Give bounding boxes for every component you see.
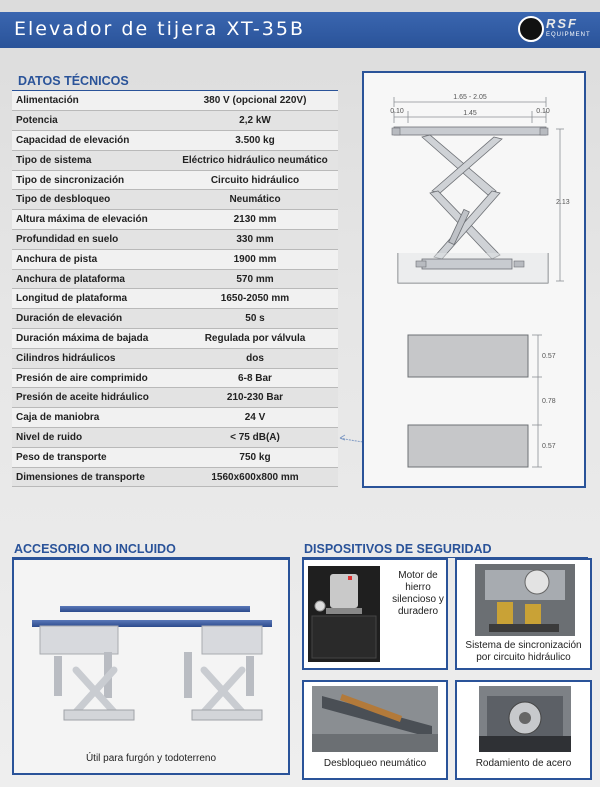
spec-row xyxy=(12,230,338,250)
spec-row xyxy=(12,348,338,368)
spec-value: 2130 mm xyxy=(172,210,338,230)
spec-row xyxy=(12,368,338,388)
spec-label: Tipo de desbloqueo xyxy=(12,190,172,210)
spec-label: Alimentación xyxy=(12,91,172,111)
accessory-lift-image xyxy=(14,560,288,750)
scissor-lift-side-view xyxy=(392,127,548,283)
dimension-diagram xyxy=(362,71,586,488)
spec-value: 210-230 Bar xyxy=(172,388,338,408)
spec-value: 3.500 kg xyxy=(172,131,338,151)
motor-card xyxy=(302,558,448,670)
spec-label: Anchura de plataforma xyxy=(12,269,172,289)
safety-section-title: DISPOSITIVOS DE SEGURIDAD xyxy=(304,542,492,556)
spec-label: Presión de aire comprimido xyxy=(12,368,172,388)
unlock-caption: Desbloqueo neumático xyxy=(323,758,427,769)
spec-value: 24 V xyxy=(172,408,338,428)
spec-value: 1560x600x800 mm xyxy=(172,467,338,487)
spec-value: 330 mm xyxy=(172,230,338,250)
tech-section-title: DATOS TÉCNICOS xyxy=(18,74,129,88)
spec-row xyxy=(12,467,338,487)
spec-value: 750 kg xyxy=(172,447,338,467)
spec-value: 1900 mm xyxy=(172,249,338,269)
spec-row xyxy=(12,131,338,151)
spec-row xyxy=(12,388,338,408)
bearing-caption: Rodamiento de acero xyxy=(475,758,572,769)
dim-right: 0.10 xyxy=(536,108,550,115)
spec-value: 50 s xyxy=(172,309,338,329)
spec-label: Cilindros hidráulicos xyxy=(12,348,172,368)
accessory-caption: Útil para furgón y todoterreno xyxy=(85,753,217,764)
spec-row xyxy=(12,329,338,349)
spec-label: Capacidad de elevación xyxy=(12,131,172,151)
spec-row xyxy=(12,111,338,131)
page-title: Elevador de tijera XT-35B xyxy=(14,18,305,40)
spec-label: Dimensiones de transporte xyxy=(12,467,172,487)
spec-label: Profundidad en suelo xyxy=(12,230,172,250)
spec-label: Nivel de ruido xyxy=(12,428,172,448)
spec-label: Tipo de sistema xyxy=(12,150,172,170)
spec-value: Regulada por válvula xyxy=(172,329,338,349)
motor-caption: Motor de hierro silencioso y duradero xyxy=(392,570,444,617)
spec-row xyxy=(12,289,338,309)
brand-logo xyxy=(518,15,590,45)
unlock-image xyxy=(312,686,438,752)
platform-top-view-1 xyxy=(408,335,528,377)
logo-subtitle: EQUIPMENT xyxy=(546,32,591,38)
spec-row xyxy=(12,91,338,111)
sync-card xyxy=(455,558,592,670)
spec-label: Presión de aceite hidráulico xyxy=(12,388,172,408)
unlock-card xyxy=(302,680,448,780)
motor-image xyxy=(308,566,380,662)
spec-label: Duración de elevación xyxy=(12,309,172,329)
dim-plat1: 0.57 xyxy=(542,353,556,360)
spec-label: Potencia xyxy=(12,111,172,131)
spec-value: 1650-2050 mm xyxy=(172,289,338,309)
spec-value: 570 mm xyxy=(172,269,338,289)
sync-caption: Sistema de sincronización por circuito hidráulico xyxy=(465,640,582,663)
logo-brand: RSF xyxy=(546,16,578,31)
spec-row xyxy=(12,428,338,448)
dim-gap: 0.78 xyxy=(542,398,556,405)
accessory-section-title: ACCESORIO NO INCLUIDO xyxy=(14,542,176,556)
spec-label: Longitud de plataforma xyxy=(12,289,172,309)
title-bar xyxy=(0,12,600,48)
spec-row xyxy=(12,150,338,170)
spec-label: Anchura de pista xyxy=(12,249,172,269)
bearing-card xyxy=(455,680,592,780)
spec-value: Circuito hidráulico xyxy=(172,170,338,190)
spec-row xyxy=(12,170,338,190)
spec-row xyxy=(12,447,338,467)
spec-label: Duración máxima de bajada xyxy=(12,329,172,349)
sync-image xyxy=(475,564,575,636)
spec-row xyxy=(12,269,338,289)
logo-wheel-icon xyxy=(518,16,544,42)
spec-value: Eléctrico hidráulico neumático xyxy=(172,150,338,170)
spec-row xyxy=(12,249,338,269)
dim-mid: 1.45 xyxy=(463,110,477,117)
spec-row xyxy=(12,190,338,210)
specs-table xyxy=(12,91,338,487)
dim-plat2: 0.57 xyxy=(542,443,556,450)
dim-top: 1.65 - 2.05 xyxy=(453,94,487,101)
spec-value: 380 V (opcional 220V) xyxy=(172,91,338,111)
spec-value: dos xyxy=(172,348,338,368)
spec-label: Altura máxima de elevación xyxy=(12,210,172,230)
spec-value: Neumático xyxy=(172,190,338,210)
dim-left: 0.10 xyxy=(390,108,404,115)
spec-label: Peso de transporte xyxy=(12,447,172,467)
dim-height: 2.13 xyxy=(556,199,570,206)
spec-value: 6-8 Bar xyxy=(172,368,338,388)
platform-top-view-2 xyxy=(408,425,528,467)
spec-row xyxy=(12,408,338,428)
accessory-card xyxy=(12,558,290,775)
spec-row xyxy=(12,309,338,329)
spec-row xyxy=(12,210,338,230)
bearing-image xyxy=(479,686,571,752)
spec-label: Tipo de sincronización xyxy=(12,170,172,190)
spec-value: < 75 dB(A) xyxy=(172,428,338,448)
spec-value: 2,2 kW xyxy=(172,111,338,131)
spec-label: Caja de maniobra xyxy=(12,408,172,428)
